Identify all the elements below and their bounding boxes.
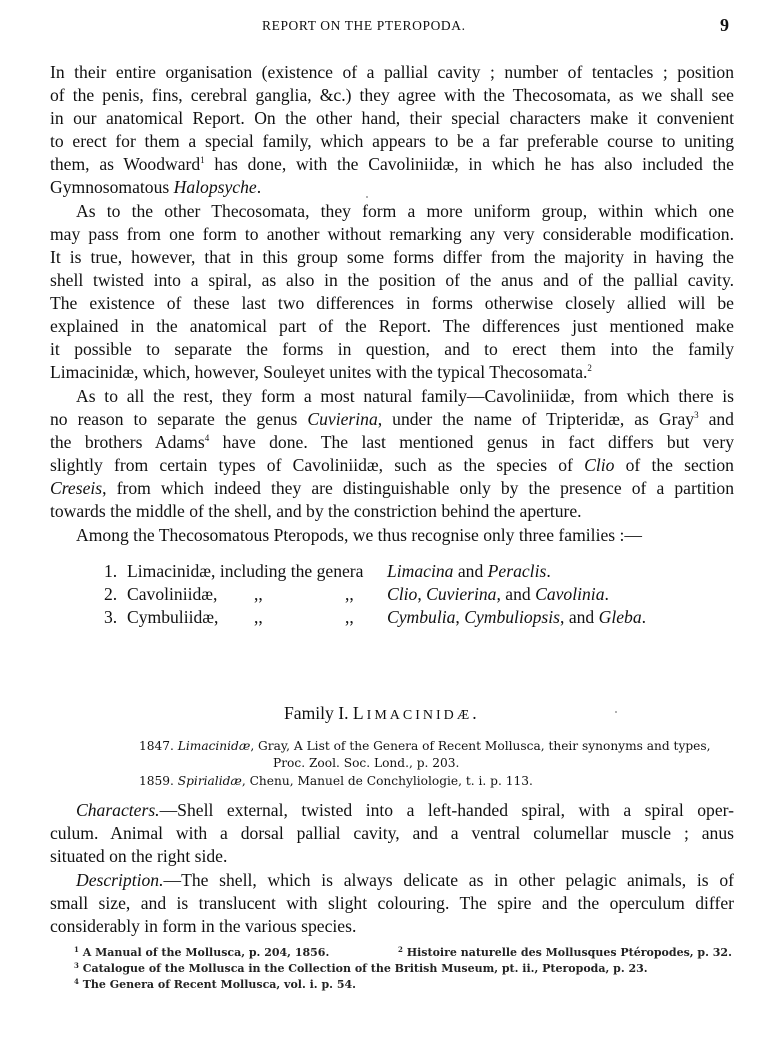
genera: Clio, Cuvierina, and Cavolinia.	[387, 584, 609, 604]
ditto-mark: ,,	[345, 584, 354, 604]
text-line: As to all the rest, they form a most natural family—Cavoliniidæ, from which there is	[76, 386, 734, 406]
list-item	[0, 560, 776, 582]
text-line: slightly from certain types of Cavoliniidæ, such as the species of Clio of the section	[50, 455, 734, 475]
footnote: $^2$ Histoire naturelle des Mollusques Ptéropodes, p. 32.	[398, 945, 732, 959]
footnote: $^4$ The Genera of Recent Mollusca, vol. i. p. 54.	[74, 977, 356, 991]
section-heading: Family I. LIMACINIDÆ.	[284, 703, 477, 723]
genera: Cymbulia, Cymbuliopsis, and Gleba.	[387, 607, 647, 627]
text-line: considerably in form in the various species.	[50, 916, 357, 936]
text-line: Description.—The shell, which is always delicate as in other pelagic animals, is of	[76, 870, 734, 890]
text-line: the brothers Adams$^4$ have done. The last mentioned genus in fact differs but very	[50, 432, 734, 452]
list-number: 2.	[104, 584, 118, 604]
synonymy-entry: 1859. Spirialidæ, Chenu, Manuel de Conchyliologie, t. i. p. 113.	[139, 774, 533, 788]
text-line: of the penis, fins, cerebral ganglia, &c.) they agree with the Thecosomata, as we shall see	[50, 85, 734, 105]
family-name: Limacinidæ, including the genera	[127, 561, 364, 581]
text-line: to erect for them a special family, which appears to be a far preferable course to uniting	[50, 131, 734, 151]
text-line: shell twisted into a spiral, as also in the position of the anus and of the pallial cavity.	[50, 270, 734, 290]
family-name: Cymbuliidæ,	[127, 607, 219, 627]
text-line: Limacinidæ, which, however, Souleyet unites with the typical Thecosomata.$^2$	[50, 362, 592, 382]
text-line: small size, and is translucent with slight colouring. The spire and the operculum differ	[50, 893, 734, 913]
text-line: situated on the right side.	[50, 846, 228, 866]
list-number: 3.	[104, 607, 118, 627]
ditto-mark: ,,	[254, 607, 263, 627]
genera: Limacina and Peraclis.	[387, 561, 551, 581]
text-line: As to the other Thecosomata, they form a more uniform group, within which one	[76, 201, 734, 221]
taxon-name: Cuvierina	[307, 409, 378, 429]
footnote-ref[interactable]: 3	[694, 410, 699, 420]
text-line: Creseis, from which indeed they are distinguishable only by the presence of a partition	[50, 478, 734, 498]
footnote: $^3$ Catalogue of the Mollusca in the Collection of the British Museum, pt. ii., Pteropoda, p. 23.	[74, 961, 648, 975]
footnote-ref[interactable]: 4	[204, 433, 210, 443]
text-line: no reason to separate the genus Cuvierina, under the name of Tripteridæ, as Gray$^3$ and	[50, 409, 734, 429]
run-in-heading: Characters.	[76, 800, 160, 820]
footnote: $^1$ A Manual of the Mollusca, p. 204, 1856.	[74, 945, 330, 959]
text-line: In their entire organisation (existence of a pallial cavity ; number of tentacles ; position	[50, 62, 734, 82]
footnote-ref[interactable]: 2	[587, 363, 592, 373]
footnote-ref[interactable]: 1	[200, 155, 205, 165]
text-line: culum. Animal with a dorsal pallial cavity, and a ventral columellar muscle ; anus	[50, 823, 734, 843]
running-title: REPORT ON THE PTEROPODA.	[262, 18, 466, 33]
text-line: Characters.—Shell external, twisted into a left-handed spiral, with a spiral oper-	[76, 800, 734, 820]
run-in-heading: Description.	[76, 870, 164, 890]
text-line: It is true, however, that in this group some forms differ from the majority in having the	[50, 247, 734, 267]
list-item	[0, 606, 776, 628]
family-name-smallcaps: LIMACINIDÆ	[352, 703, 473, 723]
taxon-name: Clio	[584, 455, 615, 475]
ditto-mark: ,,	[345, 607, 354, 627]
text-line: explained in the anatomical part of the Report. The differences just mentioned make	[50, 316, 734, 336]
synonymy-entry-continuation: Proc. Zool. Soc. Lond., p. 203.	[273, 756, 460, 770]
ditto-mark: ,,	[254, 584, 263, 604]
page-number: 9	[720, 15, 729, 35]
family-name: Cavoliniidæ,	[127, 584, 218, 604]
list-number: 1.	[104, 561, 118, 581]
page-header	[0, 15, 776, 38]
text-line: it possible to separate the forms in question, and to erect them into the family	[50, 339, 734, 359]
text-line: may pass from one form to another without remarking any very considerable modification.	[50, 224, 734, 244]
list-item	[0, 583, 776, 605]
text-line: The existence of these last two differences in forms otherwise closely allied will be	[50, 293, 734, 313]
text-line: towards the middle of the shell, and by the constriction behind the aperture.	[50, 501, 582, 521]
synonymy-entry: 1847. Limacinidæ, Gray, A List of the Genera of Recent Mollusca, their synonyms and types,	[139, 739, 711, 753]
scan-speck	[615, 711, 617, 713]
text-line: in our anatomical Report. On the other hand, their special characters make it convenient	[50, 108, 734, 128]
taxon-name: Halopsyche	[173, 177, 257, 197]
taxon-name: Creseis	[50, 478, 103, 498]
text-line: Gymnosomatous Halopsyche.	[50, 177, 262, 197]
scan-speck	[366, 196, 368, 198]
paragraph-4: Among the Thecosomatous Pteropods, we thus recognise only three families :—	[76, 525, 642, 545]
text-line: them, as Woodward$^1$ has done, with the Cavoliniidæ, in which he has also included the	[50, 154, 734, 174]
